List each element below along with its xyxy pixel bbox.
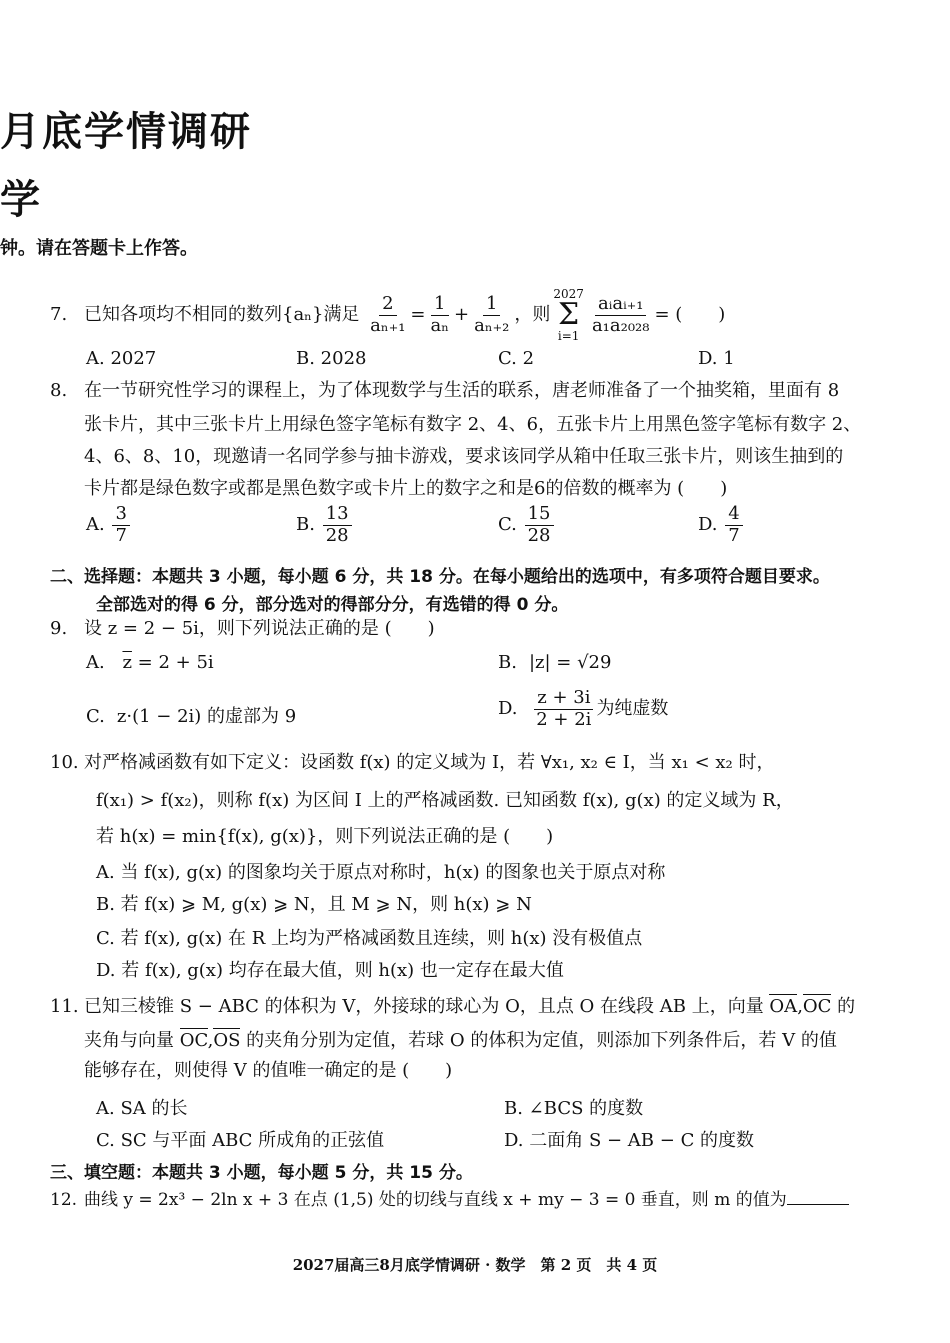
question-8-option-c: C. $\frac{15}{28}$ [498,504,556,546]
sequence-symbol: {aₙ} [282,304,324,325]
question-10-option-b: B. 若 f(x) ⩾ M, g(x) ⩾ N，且 M ⩾ N，则 h(x) ⩾ N [96,894,532,915]
section-2-heading: 二、选择题：本题共 3 小题，每小题 6 分，共 18 分。在每小题给出的选项中，有多项符合题目要求。 [50,567,830,587]
section-3-heading: 三、填空题：本题共 3 小题，每小题 5 分，共 15 分。 [50,1163,473,1183]
question-9-option-c: C. z·(1 − 2i) 的虚部为 9 [86,706,297,727]
section-2-rule: 全部选对的得 6 分，部分选对的得部分分，有选错的得 0 分。 [96,595,569,615]
question-7-stem: 7. 已知各项均不相同的数列{aₙ}满足 $\frac{2}{\text{aₙ₊₁}}$ = $\frac{1}{\text{aₙ}}$ + $\frac{1}{\text{aₙ₊₂}}$ ，则 2027 Σ i=1 $\frac{\text{aᵢaᵢ₊₁}}{\text{a₁a₂₀₂₈}}$ = ( ) [50,287,726,343]
fraction: $\frac{1}{\text{aₙ}}$ [430,292,450,336]
question-number: 12. [50,1190,78,1210]
vector-os: OS [213,1030,241,1051]
vector-oa: OA [769,996,798,1017]
question-10-line-3: 若 h(x) = min{f(x), g(x)}，则下列说法正确的是 ( ) [96,826,554,847]
question-11-option-b: B. ∠BCS 的度数 [504,1098,644,1119]
question-8-line-3: 4、6、8、10，现邀请一名同学参与抽卡游戏，要求该同学从箱中任取三张卡片，则该生抽到的 [84,446,844,467]
question-8-option-b: B. $\frac{13}{28}$ [296,504,354,546]
question-8-option-a: A. $\frac{3}{7}$ [86,504,132,546]
question-11-option-c: C. SC 与平面 ABC 所成角的正弦值 [96,1130,385,1151]
exam-notice: 钟。请在答题卡上作答。 [0,238,198,259]
question-number: 8. [50,380,68,401]
question-11-option-d: D. 二面角 S − AB − C 的度数 [504,1130,755,1151]
question-8-line-1: 8. 在一节研究性学习的课程上，为了体现数学与生活的联系，唐老师准备了一个抽奖箱，里面有 8 [50,374,839,408]
question-10-line-1: 10. 对严格减函数有如下定义：设函数 f(x) 的定义域为 I，若 ∀x₁, x₂ ∈ I，当 x₁ < x₂ 时， [50,746,774,780]
question-10-option-c: C. 若 f(x), g(x) 在 R 上均为严格减函数且连续，则 h(x) 没有极值点 [96,928,643,949]
question-10-option-a: A. 当 f(x), g(x) 的图象均关于原点对称时，h(x) 的图象也关于原点对称 [96,862,666,883]
question-number: 9. [50,618,68,639]
vector-oc: OC [802,996,832,1017]
question-8-line-4: 卡片都是绿色数字或都是黑色数字或卡片上的数字之和是6的倍数的概率为 ( ) [84,478,728,499]
answer-blank[interactable] [787,1204,849,1205]
vector-oc: OC [179,1030,208,1051]
question-10-line-2: f(x₁) > f(x₂)，则称 f(x) 为区间 I 上的严格减函数. 已知函数 f(x), g(x) 的定义域为 R， [96,790,794,811]
question-11-option-a: A. SA 的长 [96,1098,188,1119]
question-number: 10. [50,752,79,773]
question-10-option-d: D. 若 f(x), g(x) 均存在最大值，则 h(x) 也一定存在最大值 [96,960,564,981]
question-9-option-b: B. |z| = √29 [498,652,612,673]
page-footer: 2027届高三8月底学情调研 · 数学 第 2 页 共 4 页 [292,1256,658,1274]
question-9-option-d: D. $\frac{z + 3i}{2 + 2i}$ 为纯虚数 [498,687,669,730]
question-number: 11. [50,996,79,1017]
exam-subject: 学 [0,177,40,223]
question-9-option-a: A. $\overline{z} = 2 + 5i$ [86,652,214,673]
question-7-option-d: D. 1 [698,348,735,369]
fraction: $\frac{\text{aᵢaᵢ₊₁}}{\text{a₁a₂₀₂₈}}$ [591,292,650,336]
question-8-option-d: D. $\frac{4}{7}$ [698,504,745,546]
question-11-line-3: 能够存在，则使得 V 的值唯一确定的是 ( ) [84,1060,453,1081]
fraction: $\frac{2}{\text{aₙ₊₁}}$ [370,292,406,336]
question-12-stem: 12. 曲线 y = 2x³ − 2ln x + 3 在点 (1,5) 处的切线与直线 x + my − 3 = 0 垂直，则 m 的值为 [50,1184,849,1216]
question-7-option-c: C. 2 [498,348,535,369]
question-11-line-2: 夹角与向量 OC,OS 的夹角分别为定值，若球 O 的体积为定值，则添加下列条件后，若 V 的值 [84,1030,837,1051]
question-number: 7. [50,304,68,325]
question-7-option-a: A. 2027 [86,348,157,369]
question-8-line-2: 张卡片，其中三张卡片上用绿色签字笔标有数字 2、4、6，五张卡片上用黑色签字笔标有数字 2、 [84,414,862,435]
summation-symbol: 2027 Σ i=1 [553,287,584,343]
question-11-line-1: 11. 已知三棱锥 S − ABC 的体积为 V，外接球的球心为 O，且点 O 在线段 AB 上，向量 OA,OC 的 [50,990,855,1024]
question-7-option-b: B. 2028 [296,348,367,369]
question-9-stem: 9. 设 z = 2 − 5i，则下列说法正确的是 ( ) [50,612,435,646]
exam-title: 月底学情调研 [0,109,252,155]
fraction: $\frac{1}{\text{aₙ₊₂}}$ [474,292,510,336]
